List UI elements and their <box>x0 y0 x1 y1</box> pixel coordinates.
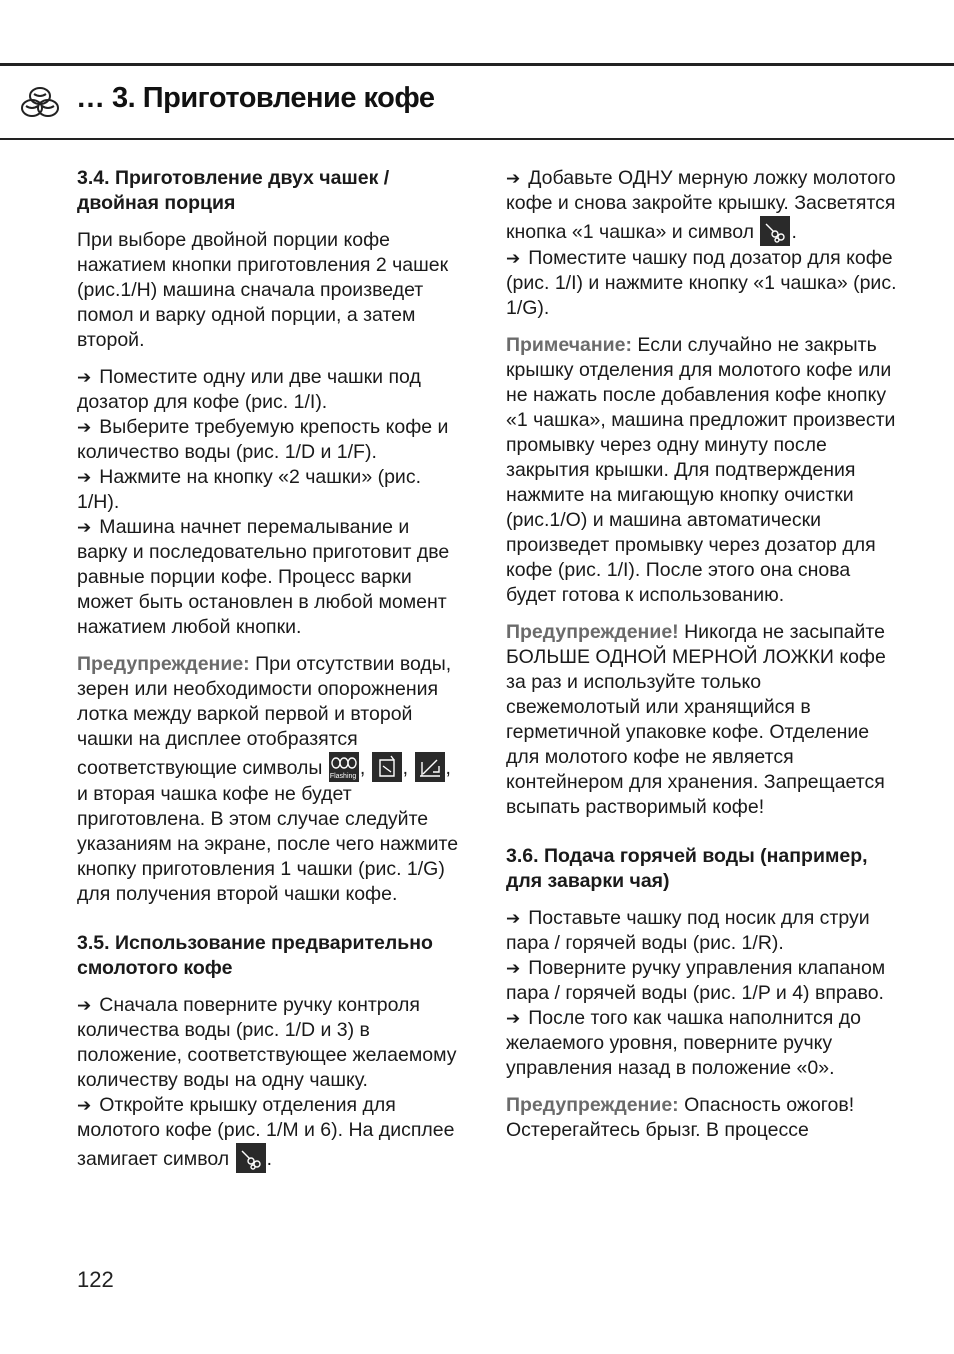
step-item <box>506 166 898 246</box>
section-3-4-intro: При выборе двойной порции кофе нажатием кнопки приготовления 2 чашек (рис.1/H) машина сначала произведет помол и варку одной порции, а затем второй. <box>77 229 449 351</box>
header-bottom-rule <box>0 138 954 140</box>
flashing-label: Flashing <box>329 773 357 780</box>
step-end: . <box>791 221 797 243</box>
page-title: … 3. Приготовление кофе <box>76 82 435 114</box>
warning-text-part2: , и вторая чашка кофе не будет приготовлена. В этом случае следуйте указаниям на экране, после чего нажмите кнопку приготовления 1 чашки (рис. 1/G) для получения второй чашки кофе. <box>77 757 459 905</box>
warning-paragraph <box>506 1093 898 1143</box>
symbol-separator: , <box>359 757 366 779</box>
section-3-5-heading: 3.5. Использование предварительно смолотого кофе <box>77 932 433 979</box>
section-3-4-steps <box>77 365 463 640</box>
step-item: ➔ Поместите чашку под дозатор для кофе (рис. 1/I) и нажмите кнопку «1 чашка» (рис. 1/G). <box>506 246 898 321</box>
step-item: ➔ Выберите требуемую крепость кофе и количество воды (рис. 1/D и 1/F). <box>77 415 463 465</box>
ground-coffee-icon <box>760 216 790 246</box>
note-label: Примечание: <box>506 334 632 356</box>
left-column <box>77 166 463 1185</box>
warning-paragraph <box>506 620 898 820</box>
note-paragraph <box>506 333 898 608</box>
ground-coffee-icon <box>236 1143 266 1173</box>
warning-text: Никогда не засыпайте БОЛЬШЕ ОДНОЙ МЕРНОЙ ЛОЖКИ кофе за раз и используйте только свежемолотый или хранящийся в герметичной упаковке кофе. Отделение для молотого кофе не является контейнером для хранения. Запрещается всыпать растворимый кофе! <box>506 621 886 818</box>
symbol-separator: , <box>402 757 409 779</box>
step-item: ➔ Поверните ручку управления клапаном пара / горячей воды (рис. 1/P и 4) вправо. <box>506 956 898 1006</box>
section-3-5-steps-continued <box>506 166 898 321</box>
section-3-4-heading: 3.4. Приготовление двух чашек / двойная порция <box>77 167 390 214</box>
beans-flashing-icon <box>329 752 359 782</box>
coffee-beans-logo-icon <box>18 82 62 126</box>
warning-label: Предупреждение: <box>77 653 250 675</box>
step-item: ➔ Сначала поверните ручку контроля количества воды (рис. 1/D и 3) в положение, соответствующее желаемому количеству воды на одну чашку. <box>77 993 463 1093</box>
drip-tray-icon <box>415 752 445 782</box>
step-item: ➔ Поставьте чашку под носик для струи пара / горячей воды (рис. 1/R). <box>506 906 898 956</box>
section-3-6-heading: 3.6. Подача горячей воды (например, для заварки чая) <box>506 845 868 892</box>
step-item: ➔ После того как чашка наполнится до желаемого уровня, поверните ручку управления назад в положение «0». <box>506 1006 898 1081</box>
water-tank-icon <box>372 752 402 782</box>
warning-text: Опасность ожогов! Остерегайтесь брызг. В процессе <box>506 1094 855 1141</box>
step-item: ➔ Поместите одну или две чашки под дозатор для кофе (рис. 1/I). <box>77 365 463 415</box>
warning-label: Предупреждение! <box>506 621 679 643</box>
right-column <box>506 166 898 1155</box>
step-item: ➔ Машина начнет перемалывание и варку и последовательно приготовит две равные порции кофе. Процесс варки может быть остановлен в любой момент нажатием любой кнопки. <box>77 515 463 640</box>
step-end: . <box>266 1148 272 1170</box>
step-item <box>77 1093 463 1173</box>
note-text: Если случайно не закрыть крышку отделения для молотого кофе или не нажать после добавления кофе кнопку «1 чашка», машина предложит произвести промывку через одну минуту после закрытия крышки. Для подтверждения нажмите на мигающую кнопку очистки (рис.1/O) и машина автоматически произведет промывку через дозатор для кофе (рис. 1/I). После этого она снова будет готова к использованию. <box>506 334 896 606</box>
header-top-rule <box>0 63 954 66</box>
section-3-4-warning <box>77 652 463 907</box>
page-number: 122 <box>77 1267 114 1292</box>
step-text: Откройте крышку отделения для молотого кофе (рис. 1/M и 6). На дисплее замигает символ <box>77 1094 455 1170</box>
section-3-6-steps <box>506 906 898 1081</box>
warning-text-part1: При отсутствии воды, зерен или необходимости опорожнения лотка между варкой первой и второй чашки на дисплее отобразятся соответствующие символы <box>77 653 452 779</box>
section-3-5-steps <box>77 993 463 1173</box>
step-text: Добавьте ОДНУ мерную ложку молотого кофе и снова закройте крышку. Засветятся кнопка «1 чашка» и символ <box>506 167 896 243</box>
step-item: ➔ Нажмите на кнопку «2 чашки» (рис. 1/H). <box>77 465 463 515</box>
warning-label: Предупреждение: <box>506 1094 679 1116</box>
